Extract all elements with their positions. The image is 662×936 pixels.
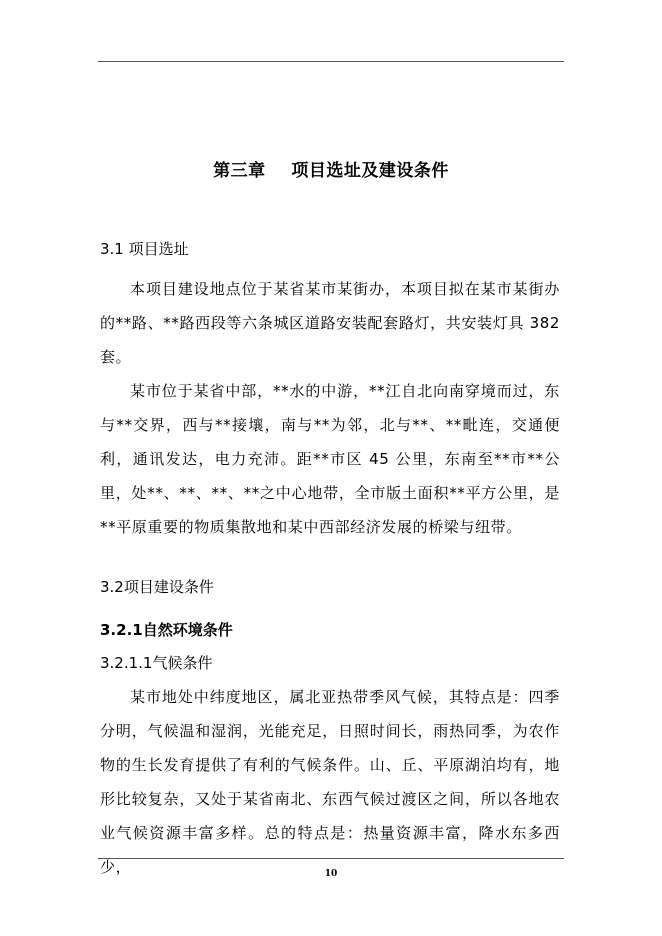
footer-rule <box>98 858 564 859</box>
section-heading-3-2: 3.2项目建设条件 <box>100 578 214 596</box>
paragraph-climate: 某市地处中纬度地区，属北亚热带季风气候，其特点是：四季分明，气候温和湿润，光能充足，日照时间长，雨热同季，为农作物的生长发育提供了有利的气候条件。山、丘、平原湖泊均有，地形比较复杂，又处于某省南北、东西气候过渡区之间，所以各地农业气候资源丰富多样。总的特点是：热量资源丰富，降水东多西少， <box>100 688 560 876</box>
header-rule <box>98 61 564 62</box>
page-number: 10 <box>324 869 338 879</box>
chapter-title: 第三章 项目选址及建设条件 <box>213 161 449 181</box>
section-heading-3-2-1-1: 3.2.1.1气候条件 <box>100 654 213 672</box>
paragraph-city-overview: 某市位于某省中部，**水的中游，**江自北向南穿境而过，东与**交界，西与**接壤，南与**为邻，北与**、**毗连，交通便利，通讯发达，电力充沛。距**市区 45 公里，东南至**市**公里，处**、**、**、**之中心地带，全市版土面积**平方公里，是**平原重要的物质集散地和某中西部经济发展的桥梁与纽带。 <box>100 382 560 536</box>
paragraph-site-location: 本项目建设地点位于某省某市某街办，本项目拟在某市某街办的**路、**路西段等六条城区道路安装配套路灯，共安装灯具 382 套。 <box>100 280 560 366</box>
section-heading-3-2-1: 3.2.1自然环境条件 <box>100 621 233 639</box>
section-heading-3-1: 3.1 项目选址 <box>100 240 189 258</box>
